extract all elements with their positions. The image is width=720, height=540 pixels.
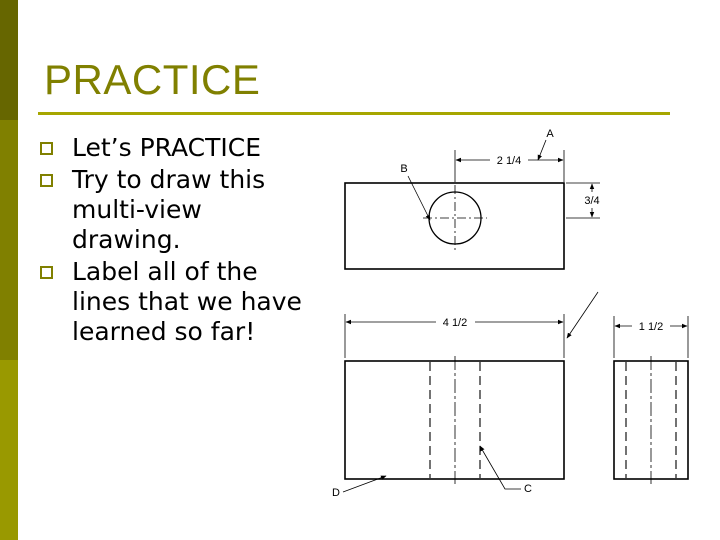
- bullet-item: [40, 165, 310, 255]
- square-bullet-icon: [40, 142, 53, 155]
- side-view: [614, 316, 688, 484]
- top-view-outline: [345, 183, 564, 269]
- dimension-text-width: 4 1/2: [442, 317, 468, 329]
- bullet-text: Label all of the lines that we have learned so far!: [72, 257, 302, 346]
- dimension-text-side-width: 1 1/2: [638, 321, 664, 333]
- bullet-text: Let’s PRACTICE: [72, 133, 262, 162]
- side-accent-bar: [0, 0, 18, 540]
- front-view-outline: [345, 361, 564, 479]
- front-view: [332, 292, 598, 499]
- bullet-text: Try to draw this multi-view drawing.: [72, 165, 266, 254]
- side-accent-segment-middle: [0, 120, 18, 360]
- bullet-list: [40, 133, 310, 349]
- slide-title: PRACTICE: [44, 56, 261, 103]
- callout-label-d: D: [332, 487, 340, 499]
- callout-label-b: B: [400, 163, 408, 175]
- callout-label-c: C: [524, 483, 532, 495]
- dimension-text-hole-offset: 2 1/4: [496, 155, 522, 167]
- square-bullet-icon: [40, 174, 53, 187]
- side-accent-segment-top: [0, 0, 18, 120]
- dimension-text-depth: 3/4: [584, 195, 600, 207]
- side-accent-segment-bottom: [0, 360, 18, 540]
- title-underline: [38, 112, 670, 115]
- top-view: [345, 128, 600, 269]
- bullet-item: [40, 257, 310, 347]
- multiview-drawing-svg: [320, 118, 700, 508]
- callout-label-a: A: [546, 128, 554, 140]
- leader-line: [538, 140, 546, 160]
- multiview-drawing: [320, 118, 700, 512]
- bullet-item: [40, 133, 310, 163]
- leader-line: [567, 292, 598, 338]
- leader-line: [480, 446, 521, 489]
- square-bullet-icon: [40, 266, 53, 279]
